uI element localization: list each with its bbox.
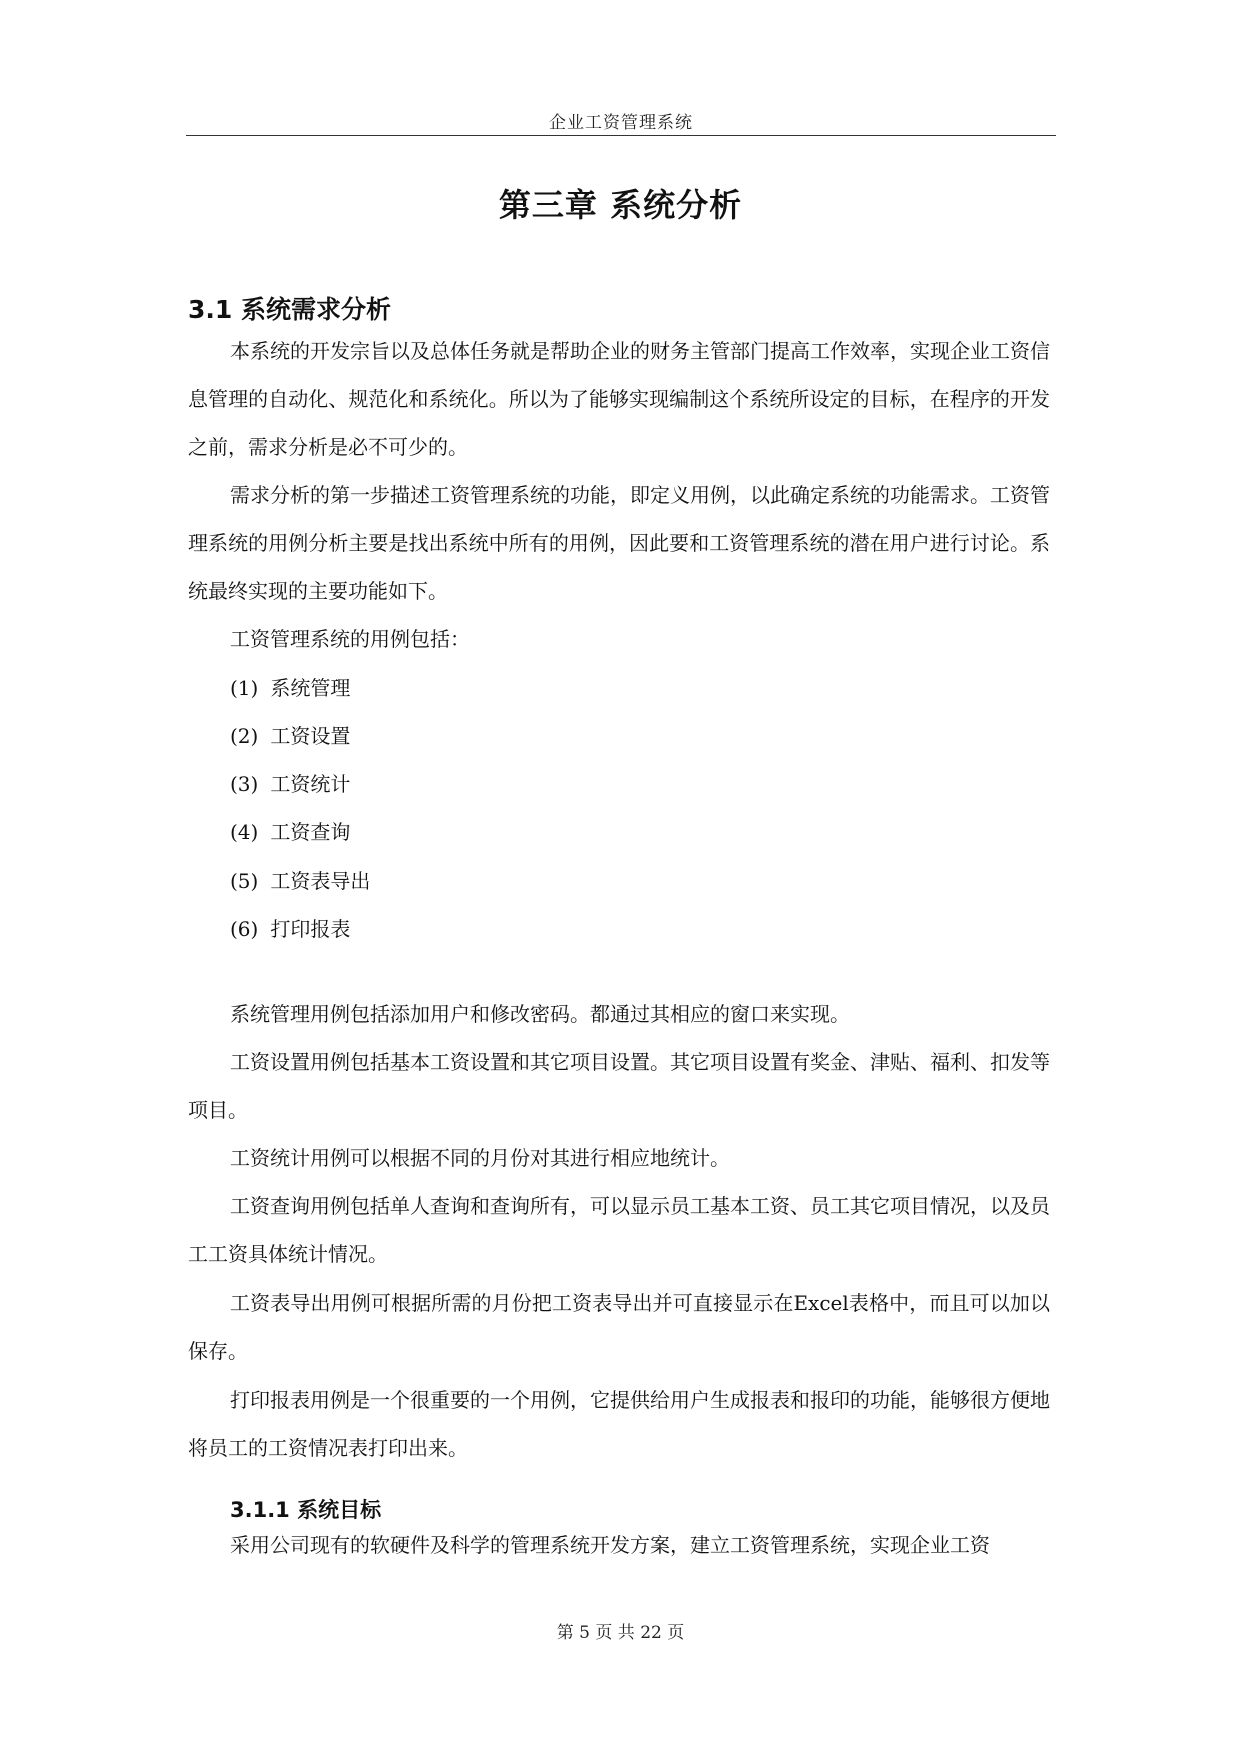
page-footer: 第 5 页 共 22 页 [556,1623,685,1643]
chapter-title: 第三章 系统分析 [498,186,743,224]
list-item-number: (1) [230,676,259,700]
section-title: 3.1 系统需求分析 [188,295,391,324]
list-item [230,722,350,750]
list-item-number: (2) [230,724,259,748]
list-item-number: (5) [230,869,259,893]
paragraph-requirements: 需求分析的第一步描述工资管理系统的功能，即定义用例，以此确定系统的功能需求。工资管理系统的用例分析主要是找出系统中所有的用例，因此要和工资管理系统的潜在用户进行讨论。系统最终实现的主要功能如下。 [188,483,1050,603]
paragraph-use-case-intro: 工资管理系统的用例包括： [230,627,470,651]
list-item-number: (3) [230,772,259,796]
list-item-label: 工资查询 [270,820,351,844]
paragraph-salary-export: 工资表导出用例可根据所需的月份把工资表导出并可直接显示在Excel表格中，而且可以加以保存。 [188,1291,1050,1363]
list-item-label: 系统管理 [270,676,351,700]
list-item-label: 工资设置 [270,724,351,748]
paragraph-system-management: 系统管理用例包括添加用户和修改密码。都通过其相应的窗口来实现。 [230,1002,850,1026]
paragraph-purpose: 本系统的开发宗旨以及总体任务就是帮助企业的财务主管部门提高工作效率，实现企业工资信息管理的自动化、规范化和系统化。所以为了能够实现编制这个系统所设定的目标，在程序的开发之前，需求分析是必不可少的。 [188,339,1050,459]
paragraph-salary-statistics: 工资统计用例可以根据不同的月份对其进行相应地统计。 [230,1146,730,1170]
paragraph-print-report: 打印报表用例是一个很重要的一个用例，它提供给用户生成报表和报印的功能，能够很方便地将员工的工资情况表打印出来。 [188,1388,1050,1460]
running-header: 企业工资管理系统 [549,113,693,133]
paragraph-salary-settings: 工资设置用例包括基本工资设置和其它项目设置。其它项目设置有奖金、津贴、福利、扣发等项目。 [188,1050,1050,1122]
subsection-title: 3.1.1 系统目标 [230,1498,382,1522]
list-item-number: (6) [230,917,259,941]
paragraph-system-goal: 采用公司现有的软硬件及科学的管理系统开发方案，建立工资管理系统，实现企业工资 [230,1533,990,1557]
list-item [230,770,350,798]
paragraph-salary-query: 工资查询用例包括单人查询和查询所有，可以显示员工基本工资、员工其它项目情况，以及员工工资具体统计情况。 [188,1194,1050,1266]
list-item [230,867,370,895]
list-item-label: 工资表导出 [270,869,371,893]
list-item-label: 打印报表 [270,917,351,941]
list-item-label: 工资统计 [270,772,351,796]
header-divider [186,135,1056,136]
list-item-number: (4) [230,820,259,844]
list-item [230,674,350,702]
list-item [230,915,350,943]
list-item [230,818,350,846]
